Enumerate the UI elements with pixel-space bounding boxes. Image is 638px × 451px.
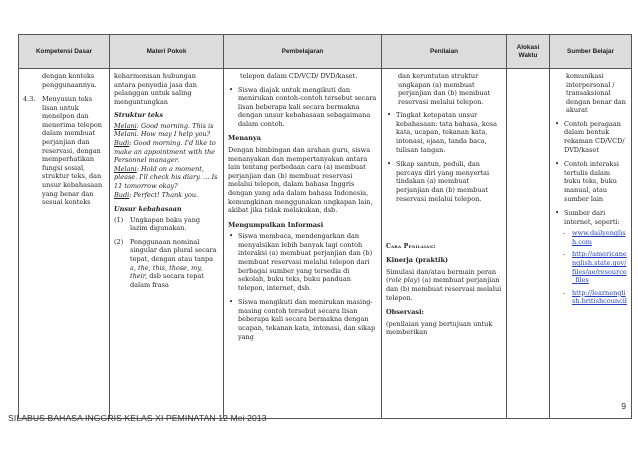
spacer <box>386 209 502 243</box>
link-dailyenglish[interactable]: www.dailyenglish.com <box>572 229 626 246</box>
penilaian-continued-text: dan keruntutan struktur ungkapan (a) membuat perjanjian dan (b) membuat reservasi melalui telepon. <box>398 72 491 106</box>
header-pembelajaran: Pembelajaran <box>224 35 382 69</box>
unsur-italic-words: a, the, this, those, my, their, <box>130 263 203 281</box>
kd-item <box>23 95 105 207</box>
cell-kompetensi-dasar <box>19 69 110 419</box>
penilaian-list <box>386 111 502 203</box>
unsur-item <box>114 216 219 233</box>
table-row <box>19 69 632 419</box>
list-item: • Siswa mengikuti dan menirukan masing-masing contoh tersebut secara lisan beberapa kali secara bermakna dengan ucapan, tekanan kata, intonasi, dan sikap yang <box>228 298 377 341</box>
unsur-text-part: Penggunaan nominal singular dan plural secara tepat, dengan atau tanpa <box>130 237 217 263</box>
unsur-item <box>114 238 219 289</box>
dialogue-speaker: Budi <box>114 190 130 199</box>
kinerja-text <box>386 268 502 302</box>
dialogue-speaker: Melani <box>114 164 137 173</box>
list-item: • Siswa membaca, mendengarkan dan menyalsikan lebih banyak lagi contoh interaksi (a) membuat perjanjian dan (b) membuat reservasi melalui telepon dari berbagai sumber yang tersedia di sekolah, buku teks, buku panduan telepon, internet, dsb. <box>228 232 377 292</box>
unsur-kebahasaan-heading: Unsur kebahasaan <box>114 205 182 214</box>
page-number: 9 <box>621 401 626 411</box>
unsur-text-tail: dsb secara tepat dalam frasa <box>130 272 204 289</box>
header-kompetensi-dasar: Kompetensi Dasar <box>19 35 110 69</box>
dialogue-speaker: Melani <box>114 121 137 130</box>
list-item: • Tingkat ketepatan unsur kebahasaan: tata bahasa, kosa kata, ucapan, tekanan kata, intonasi, ejaan, tanda baca, tulisan tangan. <box>386 111 502 154</box>
mengumpulkan-heading: Mengumpulkan Informasi <box>228 220 324 229</box>
alokasi-value <box>511 72 545 418</box>
header-materi-pokok: Materi Pokok <box>110 35 224 69</box>
materi-continued-text: keharmonisan hubungan antara penyedia jasa dan pelanggan untuk saling menguntungkan <box>114 72 197 106</box>
observasi-heading: Observasi: <box>386 308 424 317</box>
pembelajaran-continued-text: telepon dalam CD/VCD/ DVD/kaset. <box>240 72 358 80</box>
list-item <box>562 229 627 246</box>
list-item: • Sumber dari internet, seperti: <box>554 209 627 226</box>
menanya-heading: Menanya <box>228 134 261 143</box>
kinerja-heading: Kinerja (praktik) <box>386 256 449 265</box>
link-americanenglish[interactable]: http://americanenglish.state.gov/files/ae/resource_files <box>572 250 627 285</box>
kinerja-text-part: Simulasi dan/atau bermain peran ( <box>386 267 497 285</box>
kd-item-number: 4.3. <box>23 95 36 104</box>
list-item <box>562 250 627 284</box>
kd-continued-text: dengan konteks penggunaannya. <box>42 72 97 89</box>
menanya-text: Dengan bimbingan dan arahan guru, siswa menanyakan dan mempertanyakan antara lain tentang perbedaan cara (a) membuat perjanjian dan (b) membuat reservasi melalui telepon, dalam bahasa Inggris dengan yang ada dalam bahasa Indonesia, kemungkinan menggunakan ungkapan lain, akibat jika tidak melakukan, dsb. <box>228 146 373 215</box>
dialogue-line <box>114 139 219 165</box>
pembelajaran-list <box>228 86 377 129</box>
kinerja-text-tail: ) (a) membuat perjanjian dan (b) membuat reservasi melalui telepon. <box>386 276 502 302</box>
unsur-item-text <box>130 238 219 289</box>
dialogue-text: : Hold on a moment, please. I'll check his diary. … Is 11 tomorrow okay? <box>114 164 218 190</box>
header-alokasi-waktu: Alokasi Waktu <box>507 35 550 69</box>
mengumpulkan-list <box>228 232 377 341</box>
list-item: • Sikap santun, peduli, dan percaya diri yang menyertai tindakan (a) membuat perjanjian dan (b) membuat reservasi melalui telepon. <box>386 160 502 203</box>
unsur-item-text: Ungkapan baku yang lazim digunakan. <box>130 215 201 233</box>
cara-penilaian-heading: Cara Penilaian: <box>386 243 436 251</box>
dialogue-speaker: Budi <box>114 139 130 148</box>
unsur-item-number: (1) <box>114 215 124 224</box>
unsur-item-number: (2) <box>114 237 124 246</box>
list-item: • Contoh peragaan dalam bentuk rekaman CD/VCD/ DVD/kaset <box>554 120 627 154</box>
list-item: • Contoh interaksi tertulis dalam buku teks, buku manual, atau sumber lain <box>554 160 627 203</box>
sumber-list <box>554 120 627 226</box>
cell-sumber-belajar <box>550 69 632 419</box>
cell-penilaian <box>382 69 507 419</box>
cell-materi-pokok <box>110 69 224 419</box>
dialogue-line <box>114 122 219 139</box>
cell-alokasi-waktu <box>507 69 550 419</box>
sumber-links <box>562 229 627 306</box>
struktur-teks-heading: Struktur teks <box>114 111 164 120</box>
header-penilaian: Penilaian <box>382 35 507 69</box>
link-britishcouncil[interactable]: http://learnenglish.britishcouncil <box>572 288 627 306</box>
kinerja-role-play: role play <box>388 276 418 285</box>
header-sumber-belajar: Sumber Belajar <box>550 35 632 69</box>
syllabus-table <box>18 34 632 419</box>
kd-item-text: Menyusun teks lisan untuk menelpon dan menerima telepon dalam membuat perjanjian dan reservasi, dengan memperhatikan fungsi sosial, struktur teks, dan unsur kebahasaan yang benar dan sesuai konteks <box>42 95 103 207</box>
dialogue-line <box>114 165 219 191</box>
dialogue-text: : Good morning. I'd like to make an appointment with the Personnel manager. <box>114 139 216 165</box>
page-footer: SILABUS BAHASA INGGRIS KELAS XI PEMINATAN 12 Mei 2013 <box>8 413 267 423</box>
observasi-text: (penilaian yang bertujuan untuk memberikan <box>386 319 493 337</box>
dialogue-line <box>114 191 219 200</box>
list-item: • Siswa diajak untuk mengikuti dan menirukan contoh-contoh tersebut secara lisan beberapa kali secara bermakna dengan unsur kebahasaan sebagaimana dalam contoh. <box>228 86 377 129</box>
dialogue-text: : Perfect! Thank you. <box>129 190 199 199</box>
dialogue-text: : Good morning. This is Melani. How may I help you? <box>114 121 214 139</box>
cell-pembelajaran <box>224 69 382 419</box>
sumber-continued-text: komunikasi interpersonal / transaksional dengan benar dan akurat <box>566 72 626 115</box>
list-item <box>562 289 627 306</box>
table-header-row <box>19 35 632 69</box>
